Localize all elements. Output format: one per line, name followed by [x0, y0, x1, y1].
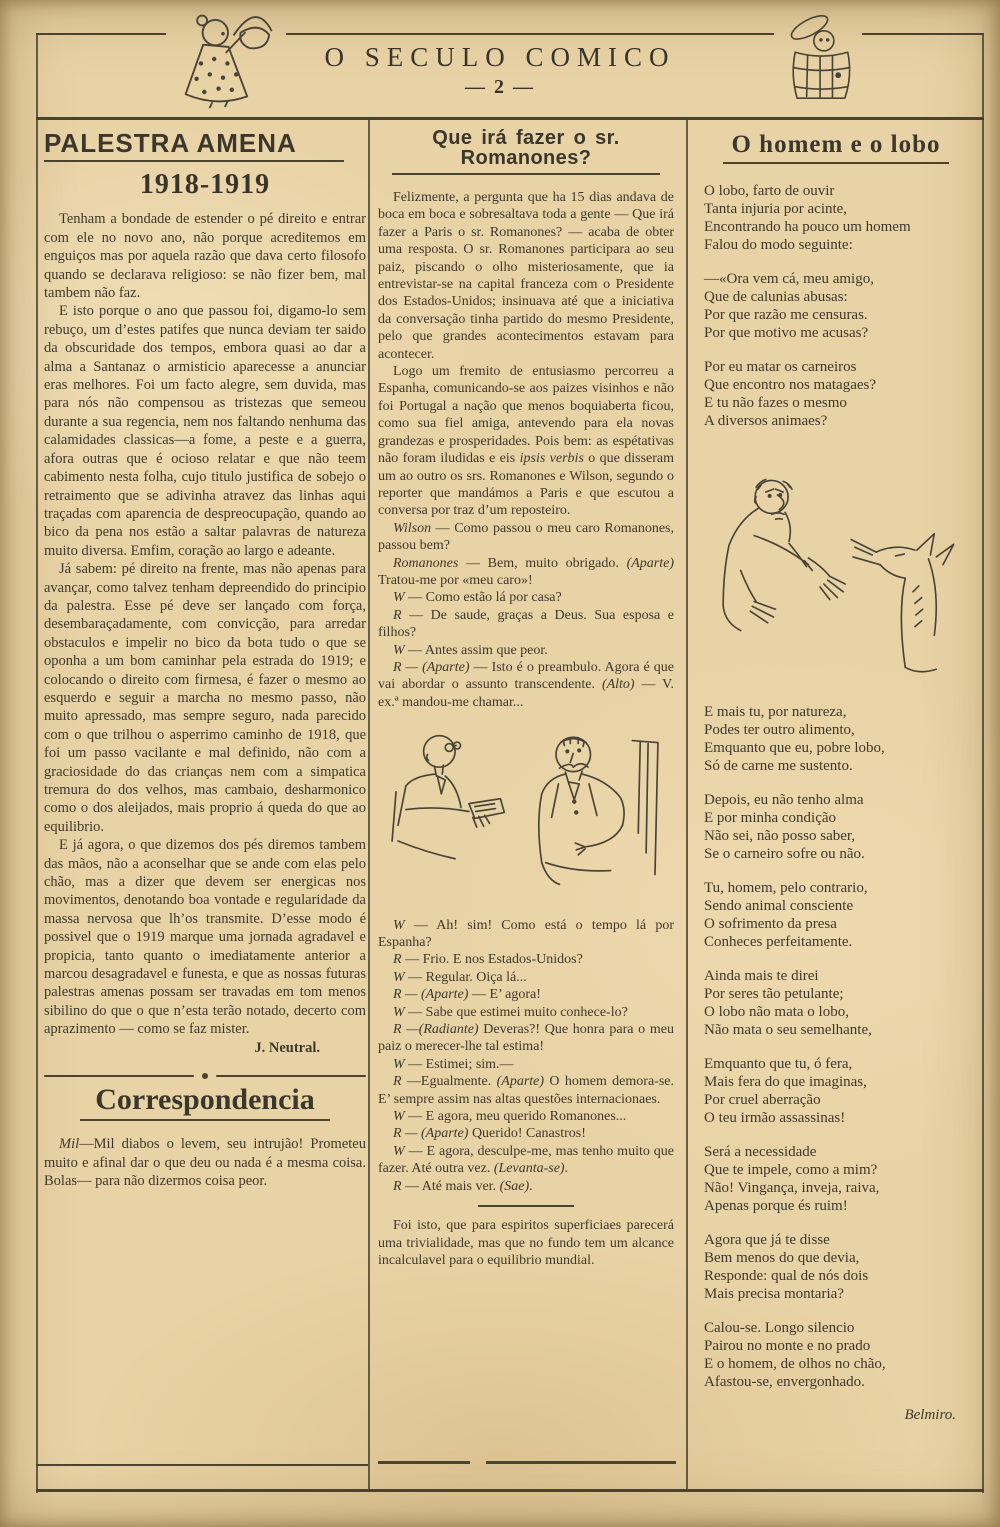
dialogue-line: W — Ah! sim! Como está o tempo lá por Espanha?	[378, 917, 674, 950]
man-and-wolf-illustration	[698, 446, 974, 699]
dialogue-line: Romanones — Bem, muito obrigado. (Aparte) Tratou-me por «meu caro»!	[378, 555, 674, 588]
left-column-bottom-rule	[36, 1464, 368, 1466]
romanones-heading: Que irá fazer o sr. Romanones?	[432, 127, 620, 169]
dialogue-line: R — (Aparte) — Isto é o preambulo. Agora é que vai abordar o assunto transcendente. (Alto) — V. ex.ª mandou-me chamar...	[378, 659, 674, 710]
column-separator-2	[686, 119, 688, 1489]
right-border-rule	[982, 33, 984, 1493]
paragraph: E já agora, o que dizemos dos pés diremos tambem das mãos, não a aconselhar que se ande com elas pelo chão, mas a dizer que devem ser energicas nos movimentos, denotando boa vontade e regularidade da massa nervosa que lh’os transmite. D’esse modo é possivel que o 1919 marque uma jornada agradavel e propicia, tanto quanto o imediatamente anterior a marcou desagradavel e funesta, e que as nossas futuras palestras amenas possam ser travadas em tom menos sibilino do que o que n’esta terão notado, decerto com aprazimento — como se faz mister.	[44, 837, 366, 1038]
page-number: — 2 —	[465, 76, 535, 98]
girl-with-bag-ornament	[168, 6, 278, 117]
dialogue-line: R — Até mais ver. (Sae).	[393, 1178, 533, 1194]
homem-lobo-heading: O homem e o lobo	[731, 131, 941, 158]
wilson-and-romanones-illustration	[378, 715, 674, 912]
palestra-signature: J. Neutral.	[254, 1039, 320, 1056]
palestra-body	[44, 210, 366, 1038]
dialogue-line: W — Regular. Oiça lá...	[393, 969, 527, 985]
correspondencia-heading: Correspondencia	[95, 1083, 315, 1117]
paragraph: E isto porque o ano que passou foi, digamo-lo sem rebuço, um d’estes patifes que nunca deviam ter saido da obscuridade dos tempos, embora quasi ao dar a alma a Santanaz o armisticio aparecesse a anunciar eras melhores. Foi um facto alegre, sem duvida, mas para nós não compensou as tristezas que semeou durante a sua regencia, nem nos faltando nenhuma das calamidades classicas—a fome, a peste e a guerra, afora outras que é ocioso relatar e que não teem cabimento nesta folha, cujo titulo justifica de sobejo o retraimento que se adivinha atravez das linhas aqui traçadas com aparencia de despreocupação, quando ao bico da pena nos estão a saltar palavras de natureza muito diversa. Emfim, coração ao largo e adeante.	[44, 303, 366, 559]
middle-column-bottom-dash-2	[486, 1461, 676, 1464]
middle-column	[378, 128, 674, 1269]
dialogue-part-1	[378, 520, 674, 711]
dialogue-line: R — De saude, graças a Deus. Sua esposa e filhos?	[378, 607, 674, 641]
paragraph: Logo um fremito de entusiasmo percorreu a Espanha, comunicando-se aos paizes visinhos e não foi Portugal a nação que menos boquiaberta ficou, como sua fiel amiga, antevendo para ela novas grandezas e prosperidades. Pois bem: as espétativas não foram iludidas e eis ipsis verbis o que disseram um ao outro os srs. Romanones e Wilson, segundo o reporter que mandámos a Paris e que escutou a conversa por traz d’um reposteiro.	[378, 364, 674, 519]
poem-signature: Belmiro.	[904, 1407, 956, 1424]
closing-paragraph: Foi isto, que para espiritos superficiaes parecerá uma trivialidade, mas que no fundo tem um alcance incalculavel para o equilibrio mundial.	[378, 1218, 674, 1268]
paragraph: Mil—Mil diabos o levem, seu intrujão! Prometeu muito e afinal dar o que deu ou nada é a mesma coisa. Bolas— para não dizermos coisa peor.	[44, 1136, 366, 1189]
poem-stanza: O lobo, farto de ouvir Tanta injuria por acinte, Encontrando ha pouco um homem Falou do modo seguinte:	[704, 183, 911, 253]
poem-stanza: Tu, homem, pelo contrario, Sendo animal consciente O sofrimento da presa Conheces perfeitamente.	[704, 880, 868, 951]
dialogue-line: W — E agora, desculpe-me, mas tenho muito que fazer. Até outra vez. (Levanta-se).	[378, 1143, 674, 1177]
dialogue-line: W — Sabe que estimei muito conhece-lo?	[393, 1004, 628, 1020]
dialogue-line: R — (Aparte) — E’ agora!	[393, 987, 541, 1003]
correspondencia-heading-rule	[80, 1119, 330, 1121]
dialogue-end-rule	[478, 1205, 574, 1207]
poem-stanza: Será a necessidade Que te impele, como a mim? Não! Vingança, inveja, raiva, Apenas porque és ruim!	[704, 1144, 880, 1215]
paragraph: Tenham a bondade de estender o pé direito e entrar com ele no novo ano, não porque acreditemos em enguiços mas por aquela razão que dava certo filosofo quando se declarava religioso: se não fizer bem, mal tambem não faz.	[44, 211, 366, 302]
top-frame-rule-center	[286, 33, 774, 35]
poem-stanza: Emquanto que tu, ó fera, Mais fera do que imaginas, Por cruel aberração O teu irmão assassinas!	[704, 1056, 867, 1127]
column-separator-1	[368, 119, 370, 1489]
left-border-rule	[36, 33, 38, 1493]
top-frame-rule-left	[36, 33, 166, 35]
palestra-amena-heading: PALESTRA AMENA	[44, 128, 297, 158]
middle-column-bottom-dash-1	[378, 1461, 470, 1464]
romanones-heading-rule	[392, 173, 660, 175]
man-in-barrel-ornament	[778, 8, 864, 113]
left-column	[44, 130, 366, 1190]
dialogue-part-2	[378, 917, 674, 1196]
poem-stanza: E mais tu, por natureza, Podes ter outro alimento, Emquanto que eu, pobre lobo, Só de carne me sustento.	[704, 704, 885, 775]
dialogue-line: R —Egualmente. (Aparte) O homem demora-se. E’ sempre assim nas altas questões internacionaes.	[378, 1074, 674, 1107]
masthead-title: O SECULO COMICO	[324, 42, 676, 72]
header-bottom-rule	[36, 117, 984, 120]
homem-lobo-heading-rule	[723, 162, 949, 164]
dialogue-line: R — (Aparte) Querido! Canastros!	[393, 1126, 586, 1142]
poem-stanza: —«Ora vem cá, meu amigo, Que de calunias abusas: Por que razão me censuras. Por que motivo me acusas?	[704, 271, 874, 341]
palestra-subheading: 1918-1919	[139, 169, 271, 200]
dialogue-line: W — E agora, meu querido Romanones...	[393, 1109, 627, 1125]
paragraph: Já sabem: pé direito na frente, mas não apenas para avançar, como talvez tenham depreendido do principio da palestra. Esse pé deve ser lançado com força, desembaraçadamente, com convicção, para arredar obstaculos e impelir no bico da bota tudo o que se oponha a um bom caminhar pela estrada do 1919; e colocando o direito com firmesa, é fazer o mesmo ao esquerdo e seguir a marcha no mesmo passo, não muito apressado, mas sempre seguro, nada parecido com o que trilhou o asperrimo caminho de 1918, que foi um passo vacilante e mal definido, não com a graciosidade do das crianças nem com a simpatica tremura do dos velhos, mas cambaio, desharmonico como o dos aleijados, mais proprio á queda do que ao equilibrio.	[44, 561, 366, 835]
dialogue-line: Wilson — Como passou o meu caro Romanones, passou bem?	[378, 520, 674, 554]
dialogue-line: W — Estimei; sim.—	[393, 1056, 514, 1072]
poem-stanza: Calou-se. Longo silencio Pairou no monte e no prado E o homem, de olhos no chão, Afastou-se, envergonhado.	[704, 1320, 886, 1391]
poem-part-1	[698, 182, 974, 430]
romanones-intro	[378, 189, 674, 520]
poem-stanza: Agora que já te disse Bem menos do que devia, Responde: qual de nós dois Mais precisa montaria?	[704, 1232, 869, 1303]
poem-stanza: Ainda mais te direi Por seres tão petulante; O lobo não mata o lobo, Não mata o seu semelhante,	[704, 968, 872, 1039]
section-divider-ornament	[44, 1073, 366, 1079]
dialogue-line: R — Frio. E nos Estados-Unidos?	[393, 952, 583, 968]
poem-stanza: Depois, eu não tenho alma E por minha condição Não sei, não posso saber, Se o carneiro sofre ou não.	[704, 792, 865, 863]
bottom-frame-rule	[36, 1489, 984, 1492]
right-column	[698, 132, 974, 1425]
dialogue-line: W — Antes assim que peor.	[393, 642, 548, 658]
poem-part-2	[698, 703, 974, 1391]
palestra-heading-rule	[44, 160, 344, 162]
dialogue-line: W — Como estão lá por casa?	[393, 590, 562, 606]
poem-stanza: Por eu matar os carneiros Que encontro nos matagaes? E tu não fazes o mesmo A diversos animaes?	[704, 359, 877, 429]
correspondencia-body	[44, 1135, 366, 1190]
paragraph: Felizmente, a pergunta que ha 15 dias andava de boca em boca e sobresaltava toda a gente — Que irá fazer a Paris o sr. Romanones? — acaba de obter uma resposta. O sr. Romanones participara ao seu paiz, piscando o olho misteriosamente, que ia entrevistar-se na capital franceza com o Presidente dos Estados-Unidos; insinuava até que a iniciativa da conversação tinha partido do mesmo Presidente, pelo que grandes acontecimentos estavam para acontecer.	[378, 190, 674, 362]
top-frame-rule-right	[862, 33, 984, 35]
dialogue-line: R —(Radiante) Deveras?! Que honra para o meu paiz o merecer-lhe tal estima!	[378, 1022, 674, 1055]
